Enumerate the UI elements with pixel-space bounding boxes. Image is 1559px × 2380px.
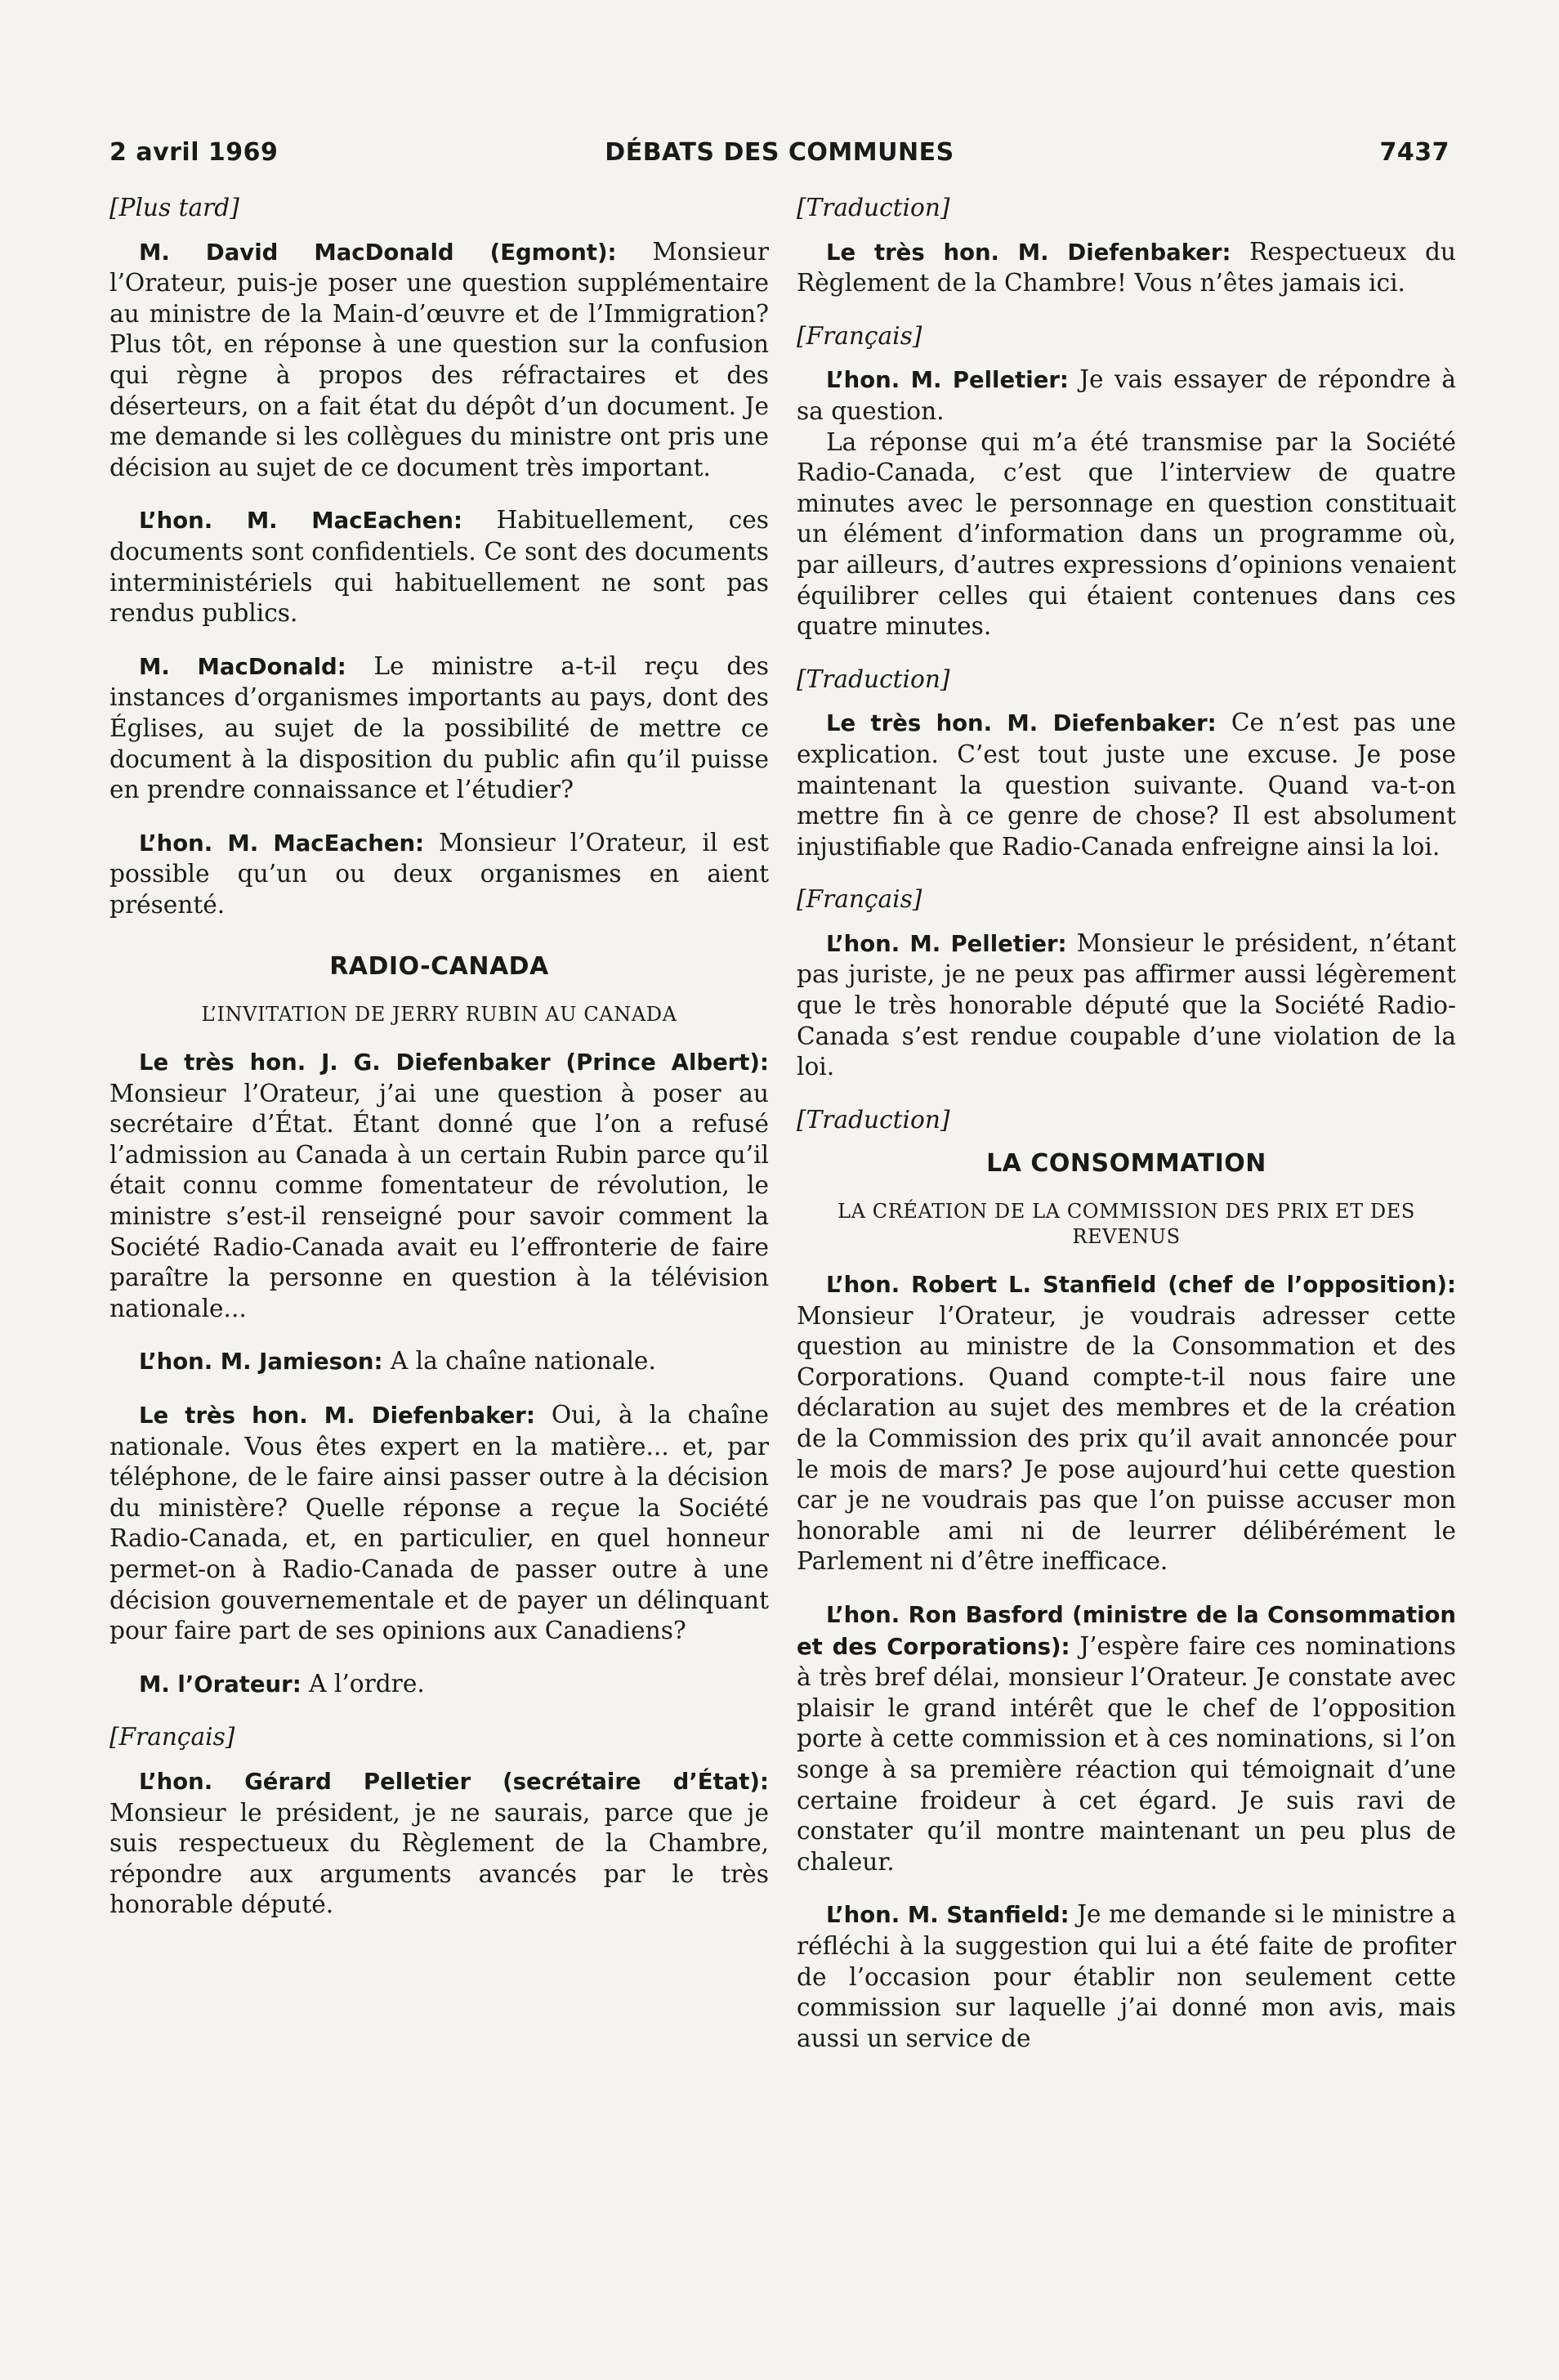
speech-text: Monsieur l’Orateur, il est possible qu’un ou deux organismes en aient présenté. xyxy=(109,828,769,919)
header-title: DÉBATS DES COMMUNES xyxy=(605,137,954,167)
speaker-name: L’hon. M. MacEachen: xyxy=(139,830,425,857)
speech-paragraph xyxy=(797,1599,1456,1877)
speech-text: A l’ordre. xyxy=(301,1669,425,1698)
speech-paragraph xyxy=(109,1047,769,1324)
speech-text: Je me demande si le ministre a réfléchi à la suggestion qui lui a été faite de profiter de l’occasion pour établir non seulement cette commission sur laquelle j’ai donné mon avis, mais aussi un service de xyxy=(797,1900,1456,2052)
section-heading: RADIO-CANADA xyxy=(329,952,549,982)
speech-text: Je vais essayer de répondre à sa question. xyxy=(797,365,1456,425)
speech-text: Monsieur l’Orateur, puis-je poser une question supplémentaire au ministre de la Main-d’œuvre et de l’Immigration? Plus tôt, en réponse à une question sur la confusion qui règne à propos des réfractaires et des déserteurs, on a fait état du dépôt d’un document. Je me demande si les collègues du ministre ont pris une décision au sujet de ce document très important. xyxy=(109,237,769,481)
section-heading: LA CONSOMMATION xyxy=(986,1149,1266,1179)
speaker-name: L’hon. M. Jamieson: xyxy=(139,1349,383,1376)
speech-text: Ce n’est pas une explication. C’est tout juste une excuse. Je pose maintenant la question suivante. Quand va-t-on mettre fin à ce genre de chose? Il est absolument injustifiable que Radio-Canada enfreigne ainsi la loi. xyxy=(797,709,1456,861)
speech-text: Le ministre a-t-il reçu des instances d’organismes importants au pays, dont des Églises, au sujet de la possibilité de mettre ce document à la disposition du public afin qu’il puisse en prendre connaissance et l’étudier? xyxy=(109,651,769,804)
speech-paragraph xyxy=(109,1346,769,1378)
speech-paragraph xyxy=(109,237,769,484)
speaker-name: M. MacDonald: xyxy=(139,653,346,680)
speech-paragraph xyxy=(797,237,1456,299)
right-column xyxy=(797,193,1456,2076)
section-subheading: L’INVITATION DE JERRY RUBIN AU CANADA xyxy=(201,1003,677,1027)
left-column xyxy=(109,193,769,1943)
speech-paragraph xyxy=(109,505,769,629)
speech-paragraph xyxy=(797,1269,1456,1577)
speaker-name: L’hon. M. Stanfield: xyxy=(826,1902,1070,1929)
speech-text: Oui, à la chaîne nationale. Vous êtes expert en la matière... et, par téléphone, de le faire ainsi passer outre à la décision du ministère? Quelle réponse a reçue la Société Radio-Canada, et, en particulier, en quel honneur permet-on à Radio-Canada de passer outre à une décision gouvernementale et de payer un délinquant pour faire part de ses opinions aux Canadiens? xyxy=(109,1401,769,1645)
speech-text: Respectueux du Règlement de la Chambre! Vous n’êtes jamais ici. xyxy=(797,237,1456,298)
speaker-name: Le très hon. J. G. Diefenbaker (Prince Albert): xyxy=(139,1049,769,1076)
speaker-name: M. David MacDonald (Egmont): xyxy=(139,239,617,266)
speech-text: Monsieur l’Orateur, je voudrais adresser cette question au ministre de la Consommation et des Corporations. Quand compte-t-il nous faire une déclaration au sujet des membres et de la création de la Commission des prix qu’il avait annoncée pour le mois de mars? Je pose aujourd’hui cette question car je ne voudrais pas que l’on puisse accuser mon honorable ami ni de leurrer délibérément le Parlement ni d’être inefficace. xyxy=(797,1301,1456,1576)
speech-paragraph xyxy=(797,708,1456,862)
speech-paragraph xyxy=(797,365,1456,427)
speech-text: A la chaîne nationale. xyxy=(382,1347,656,1376)
speaker-name: M. l’Orateur: xyxy=(139,1671,302,1698)
speaker-name: Le très hon. M. Diefenbaker: xyxy=(826,710,1217,737)
header-date: 2 avril 1969 xyxy=(109,137,279,167)
speech-paragraph xyxy=(797,1899,1456,2054)
language-tag: [Traduction] xyxy=(797,194,950,221)
speech-text: Habituellement, ces documents sont confidentiels. Ce sont des documents interministériels qui habituellement ne sont pas rendus publics. xyxy=(109,506,769,628)
speech-paragraph xyxy=(109,1669,769,1701)
speaker-name: Le très hon. M. Diefenbaker: xyxy=(139,1402,535,1429)
language-tag: [Plus tard] xyxy=(109,194,239,221)
language-tag: [Traduction] xyxy=(797,664,950,693)
speaker-name: Le très hon. M. Diefenbaker: xyxy=(826,239,1231,266)
speech-text: Monsieur l’Orateur, j’ai une question à poser au secrétaire d’État. Étant donné que l’on a refusé l’admission au Canada à un certain Rubin parce qu’il était connu comme fomentateur de révolution, le ministre s’est-il renseigné pour savoir comment la Société Radio-Canada avait eu l’effronterie de faire paraître la personne en question à la télévision nationale... xyxy=(109,1079,769,1322)
speaker-name: L’hon. Gérard Pelletier (secrétaire d’État): xyxy=(139,1768,769,1795)
speaker-name: L’hon. Ron Basford (ministre de la Consommation et des Corporations): xyxy=(797,1601,1456,1660)
language-tag: [Traduction] xyxy=(797,1105,950,1134)
language-tag: [Français] xyxy=(797,885,922,914)
page-number: 7437 xyxy=(1379,137,1450,167)
section-subheading: LA CRÉATION DE LA COMMISSION DES PRIX ET DES REVENUS xyxy=(838,1200,1415,1249)
speech-paragraph xyxy=(109,1400,769,1647)
speech-paragraph xyxy=(109,651,769,806)
speech-paragraph xyxy=(109,828,769,921)
speaker-name: L’hon. M. MacEachen: xyxy=(139,508,462,535)
speech-paragraph xyxy=(797,928,1456,1083)
speaker-name: L’hon. M. Pelletier: xyxy=(826,930,1067,957)
language-tag: [Français] xyxy=(797,321,922,350)
speech-text: Monsieur le président, je ne saurais, parce que je suis respectueux du Règlement de la Chambre, répondre aux arguments avancés par le très honorable député. xyxy=(109,1798,769,1919)
speaker-name: L’hon. Robert L. Stanfield (chef de l’opposition): xyxy=(826,1272,1456,1299)
page-header xyxy=(109,134,1450,170)
language-tag: [Français] xyxy=(109,1723,235,1751)
speech-paragraph: La réponse qui m’a été transmise par la Société Radio-Canada, c’est que l’interview de quatre minutes avec le personnage en question constituait un élément d’information dans un programme où, par ailleurs, d’autres expressions d’opinions venaient équilibrer celles qui étaient contenues dans ces quatre minutes. xyxy=(797,427,1456,641)
speaker-name: L’hon. M. Pelletier: xyxy=(826,367,1069,394)
speech-text: Monsieur le président, n’étant pas juriste, je ne peux pas affirmer aussi légèrement que le très honorable député que la Société Radio-Canada s’est rendue coupable d’une violation de la loi. xyxy=(797,928,1456,1081)
speech-paragraph xyxy=(109,1766,769,1921)
speech-text: J’espère faire ces nominations à très bref délai, monsieur l’Orateur. Je constate avec plaisir le grand intérêt que le chef de l’opposition porte à cette commission et à ces nominations, si l’on songe à sa première réaction qui témoignait d’une certaine froideur à cet égard. Je suis ravi de constater qu’il montre maintenant un peu plus de chaleur. xyxy=(797,1631,1456,1876)
